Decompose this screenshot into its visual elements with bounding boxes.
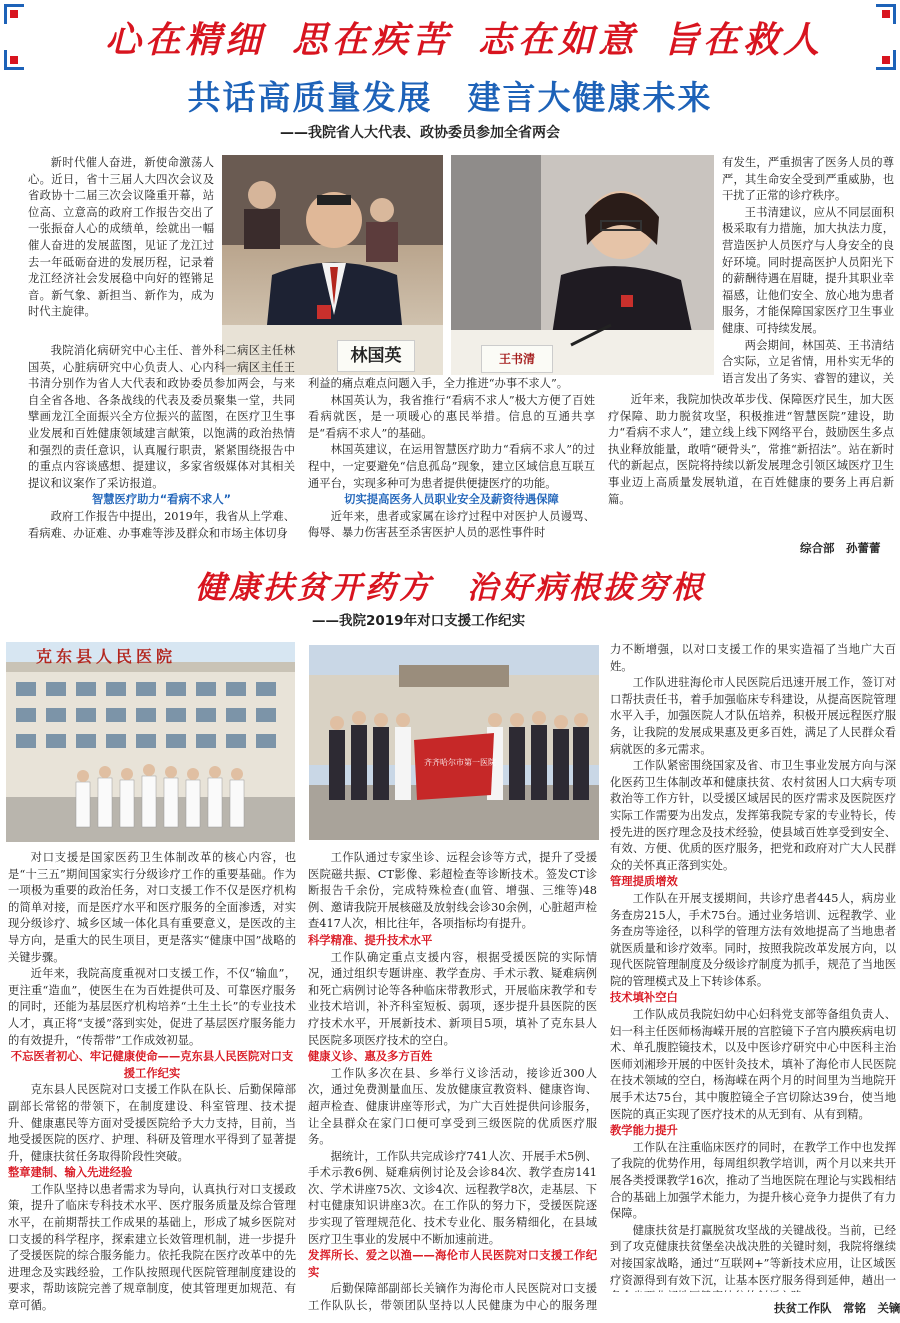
wang-shuqing-photo-icon: [451, 155, 714, 375]
subtitle-two-sessions: ——我院省人大代表、政协委员参加全省两会: [280, 125, 560, 141]
s2-c1-paragraph-2: 近年来，我院高度重视对口支援工作，不仅“输血”，更注重“造血”，使医生在为百姓提供可及、可靠医疗服务的同时，还能为基层医疗机构培养“土生土长”的专业技术人才，真正将“支援”落到实处，促进了基层医疗服务能力的有效提升，“传帮带”工作成效初显。: [8, 967, 296, 1047]
subheading-clinic: 健康义诊、惠及多方百姓: [308, 1050, 433, 1064]
s2-c3-paragraph-0: 力不断增强，以对口支援工作的果实造福了当地广大百姓。: [610, 643, 896, 673]
subtitle-poverty: ——我院2019年对口支援工作纪实: [312, 613, 526, 629]
photo-kedong-hospital: [6, 642, 295, 842]
headline-two-sessions: 共话高质量发展 建言大健康未来: [187, 78, 713, 117]
hospital-sign: 克东县人民医院: [36, 647, 177, 666]
s2-c2-paragraph-3: 工作队多次在县、乡举行义诊活动，接诊近300人次，通过免费测量血压、发放健康宣教资料、健康咨询、超声检查、健康讲座等形式，为广大百姓提供问诊服务，让全县群众在家门口便可享受到三级医院的优质医疗服务。: [308, 1066, 597, 1147]
s1-c3-paragraph-2: 两会期间，林国英、王书清结合实际，立足省情，用朴实无华的语言发出了务实、睿智的建议，关: [722, 338, 894, 385]
s1-column-1-top: [28, 155, 214, 370]
corner-ornament-right-icon: [876, 50, 896, 70]
s2-c1-paragraph-3: 克东县人民医院对口支援工作队在队长、后勤保障部副部长常铭的带领下，在制度建设、科室管理、技术提升、健康惠民等方面对受援医院给予大力支持，目前，当地受援医院的医疗、护理、科研及管理水平得到了显著提升，健康扶贫任务取得阶段性突破。: [8, 1083, 296, 1163]
nameplate-wang-shuqing: 王书清: [481, 345, 553, 373]
headline-poverty: 健康扶贫开药方 治好病根拔穷根: [195, 570, 705, 606]
corner-ornament-top-right-icon: [876, 4, 896, 24]
subheading-tech: 科学精准、提升技术水平: [308, 933, 433, 947]
corner-ornament-top-left-icon: [4, 4, 24, 24]
s2-c3-paragraph-5: 工作队在注重临床医疗的同时，在教学工作中也发挥了我院的优势作用，每周组织教学培训，两个月以来共开展各类授课教学16次，推动了当地医院在理论与实践相结合的基础上加强学术能力，为提升核心竞争力提供了有力保障。: [610, 1140, 896, 1221]
s1-c1-paragraph-1: 新时代催人奋进，新使命激荡人心。近日，省十三届人大四次会议及省政协十二届三次会议隆重开幕，站位高、立意高的政府工作报告交出了一张振奋人心的成绩单，绘就出一幅催人奋进的发展蓝图，见证了龙江过去一年砥砺奋进的发展历程，记录着龙江经济社会发展稳中向好的铿锵足音。新气象、新担当、新作为，成为时代主旋律。: [28, 156, 214, 319]
s2-column-2: [308, 850, 597, 1315]
s2-c3-paragraph-2: 工作队紧密围绕国家及省、市卫生事业发展方向与深化医药卫生体制改革和健康扶贫、农村贫困人口大病专项救治等工作方针，以受援区域居民的医疗需求及医院医疗实际工作需要为出发点，发挥第我院专家的专业特长，传授先进的医疗理念及技术经验，使县域百姓享受到安全、有效、方便、优质的医疗服务，把党和政府对广大人民群众的关怀真正落到实处。: [610, 759, 896, 872]
subheading-management: 管理提质增效: [610, 875, 678, 889]
s2-c2-paragraph-4: 据统计，工作队共完成诊疗741人次、开展手术5例、手术示教6例、疑难病例讨论及会诊84次、教学查房141次、学术讲座75次、文诊4次、远程教学8次，走基层、下村屯健康知识讲座3次。在工作队的努力下，受援医院逐步实现了管理规范化、技术专业化、服务精细化，在县域医疗卫生事业的发展中不断加速前进。: [308, 1149, 597, 1246]
photo-wang-shuqing: [451, 155, 714, 375]
s1-c3-paragraph-0: 有发生，严重损害了医务人员的尊严，其生命安全受到严重威胁，也干扰了正常的诊疗秩序。: [722, 156, 894, 203]
red-banner-text: 齐齐哈尔市第一医院: [424, 758, 496, 767]
nameplate-lin-guoying: 林国英: [337, 340, 415, 372]
s2-c2-paragraph-5: 后勤保障部副部长关镝作为海伦市人民医院对口支援工作队队长，带领团队坚持以人民健康为中心的服务理: [308, 1282, 597, 1313]
s1-column-3-top: [722, 155, 894, 385]
s2-c2-paragraph-1: 工作队通过专家坐诊、远程会诊等方式，提升了受援医院磁共振、CT影像、彩超检查等诊断技术。签发CT诊断报告千余份，完成特殊检查(血管、增强、三维等)48例、邀请我院开展核磁及放射线会诊30余例，心脏超声检查417人次，相比往年，各项指标均有提升。: [308, 851, 597, 931]
subheading-teaching: 教学能力提升: [610, 1124, 678, 1138]
slogan-3: 志在如意: [478, 19, 639, 61]
subheading-kedong: 不忘医者初心、牢记健康使命——克东县人民医院对口支援工作纪实: [10, 1050, 294, 1080]
s1-c1-paragraph-3: 政府工作报告中提出，2019年，我省从上学难、看病难、办证难、办事难等涉及群众和市场主体切身: [28, 509, 295, 540]
s1-c1-paragraph-2: 我院消化病研究中心主任、普外科二病区主任林国英，心脏病研究中心负责人、心内科一病区主任王书清分别作为省人大代表和政协委员参加两会，与来自全省各地、各条战线的代表及委员聚集一堂，共同擘画龙江全面振兴全方位振兴的蓝图，在医疗卫生事业发展和百姓健康领域建言献策，以饱满的政治热情和强烈的责任意识，认真履行职责，紧紧围绕报告中的重点内容谈感想、提建议，多家省级媒体对其相关提议和议案作了采访报道。: [28, 344, 295, 490]
subheading-safety: 切实提高医务人员职业安全及薪资待遇保障: [344, 493, 559, 507]
s1-column-2: [308, 376, 595, 558]
team-group-photo-icon: [309, 645, 599, 840]
s1-c3-paragraph-3: 近年来，我院加快改革步伐、保障医疗民生，加大医疗保障、助力脱贫攻坚，积极推进“智慧医院”建设，助力“看病不求人”，建立线上线下网络平台，鼓励医生多点执业释放能量，敢啃“硬骨头”，常推“新招法”。站在新时代的新起点，医院将持续以新发展理念引领区域医疗卫生事业迈上高质量发展轨道，在百姓健康的要务上再启新篇。: [608, 393, 894, 506]
slogan-1: 心在精细: [105, 19, 266, 61]
s1-c2-paragraph-1: 林国英认为，我省推行“看病不求人”极大方便了百姓看病就医，是一项暖心的惠民举措。信息的互通共享是“看病不求人”的基础。: [308, 393, 595, 440]
s2-column-1: [8, 850, 296, 1315]
photo-hailun-team: [309, 645, 599, 840]
photo-lin-guoying: [222, 155, 443, 375]
subheading-regulation: 整章建制、输入先进经验: [8, 1166, 133, 1180]
s1-c3-paragraph-1: 王书清建议，应从不同层面积极采取有力措施，加大执法力度，营造医护人员医疗与人身安全的良好环境。同时提高医护人员阳光下的薪酬待遇在眉睫，提升其职业幸福感，让他们安全、放心地为患者服务，才能保障国家医疗卫生事业健康、可持续发展。: [722, 205, 894, 335]
s2-c3-paragraph-1: 工作队进驻海伦市人民医院后迅速开展工作，签订对口帮扶责任书，着手加强临床专科建设，从提高医院管理水平入手，加强医院人才队伍培养，积极开展远程医疗服务，让我院的发展成果惠及更多百姓，满足了人民群众看病就医的多元需求。: [610, 676, 896, 756]
subheading-tech-fill: 技术填补空白: [610, 991, 678, 1005]
subheading-hailun: 发挥所长、爱之以渔——海伦市人民医院对口支援工作纪实: [308, 1249, 597, 1279]
s1-c2-paragraph-2: 林国英建议，在运用智慧医疗助力“看病不求人”的过程中，一定要避免“信息孤岛”现象，建立区域信息互联互通平台，实现多种可为患者提供便捷医疗的功能。: [308, 443, 595, 490]
s2-c3-paragraph-3: 工作队在开展支援期间，共诊疗患者445人，病房业务查房215人，手术75台。通过业务培训、远程教学、业务查房等途径，以科学的管理方法有效地提高了当地患者就医质量和诊疗效率。同时，按照我院改革发展方向，以现代医院管理制度及分级诊疗制度为抓手，规范了当地医院的管理模式及上下转诊体系。: [610, 891, 896, 988]
s2-column-3: [610, 642, 896, 1292]
slogan-2: 思在疾苦: [292, 19, 453, 61]
s1-column-1: [28, 343, 295, 558]
hospital-building-icon: [6, 642, 295, 842]
corner-ornament-left-icon: [4, 50, 24, 70]
s2-c3-paragraph-4: 工作队成员我院妇幼中心妇科党支部等备组负责人、妇一科主任医师杨海嵘开展的宫腔镜下子宫内膜疾病电切术、单孔腹腔镜技术，以及中医诊疗研究中心中医科主治医师刘湘珍开展的中医针灸技术，填补了海伦市人民医院在技术领域的空白，杨海嵘在两个月的时间里为当地院开展手术达75台，其中腹腔镜全子宫切除达39台，使当地医院的真正实现了医疗技术的从无到有、从有到精。: [610, 1008, 896, 1121]
s2-c2-paragraph-2: 工作队确定重点支援内容，根据受援医院的实际情况，通过组织专题讲座、教学查房、手术示教、疑难病例和死亡病例讨论等各种临床带教形式，开展临床教学和专业技术培训，补齐科室短板、弱项，逐步提升县医院的医疗技术水平，开展新技术、新项目5项，填补了克东县人民医院多项医疗技术的空白。: [308, 950, 597, 1047]
s1-c2-paragraph-3: 近年来，患者或家属在诊疗过程中对医护人员谩骂、侮辱、暴力伤害甚至杀害医护人员的恶性事件时: [308, 509, 595, 540]
byline-section2: 扶贫工作队 常铭 关镝: [774, 1301, 900, 1315]
slogan-4: 旨在救人: [663, 19, 824, 61]
s1-c2-paragraph-0: 利益的痛点难点问题入手，全力推进“办事不求人”。: [308, 377, 569, 390]
s2-c1-paragraph-4: 工作队坚持以患者需求为导向，认真执行对口支援政策，提升了临床专科技术水平、医疗服务质量及综合管理水平，在前期帮扶工作成果的基础上，形成了城乡医院对口支援的科学程序，探索建立长效管理机制，进一步提升了受援医院的综合服务能力。依托我院在医疗改革中的先进理念及实践经验，工作队按照现代医院管理制度建设的要求，帮助该院完善了规章制度，使其管理更加规范、有章可循。: [8, 1182, 296, 1313]
s1-column-3: [608, 392, 894, 542]
byline-section1: 综合部 孙蕾蕾: [800, 541, 881, 555]
subheading-smart-medical: 智慧医疗助力“看病不求人”: [91, 493, 232, 507]
s2-c1-paragraph-1: 对口支援是国家医药卫生体制改革的核心内容，也是“十三五”期间国家实行分级诊疗工作的重要基础。作为一项极为重要的政治任务，对口支援工作不仅是医疗机构的简单对接，而是医疗水平和医疗服务的全面渗透，对实现分级诊疗、城乡区域一体化具有重要意义，是医改的主导方向，是重大的民生项目，更是落实“健康中国”战略的关键步骤。: [8, 851, 296, 964]
s2-c3-paragraph-6: 健康扶贫是打赢脱贫攻坚战的关键战役。当前，已经到了攻克健康扶贫堡垒决战决胜的关键时刻，我院将继续对接国家战略，通过“互联网+”等新技术应用，让区域医疗资源得到有效下沉，让基本医疗服务得到延伸，趟出一: [610, 1223, 896, 1287]
